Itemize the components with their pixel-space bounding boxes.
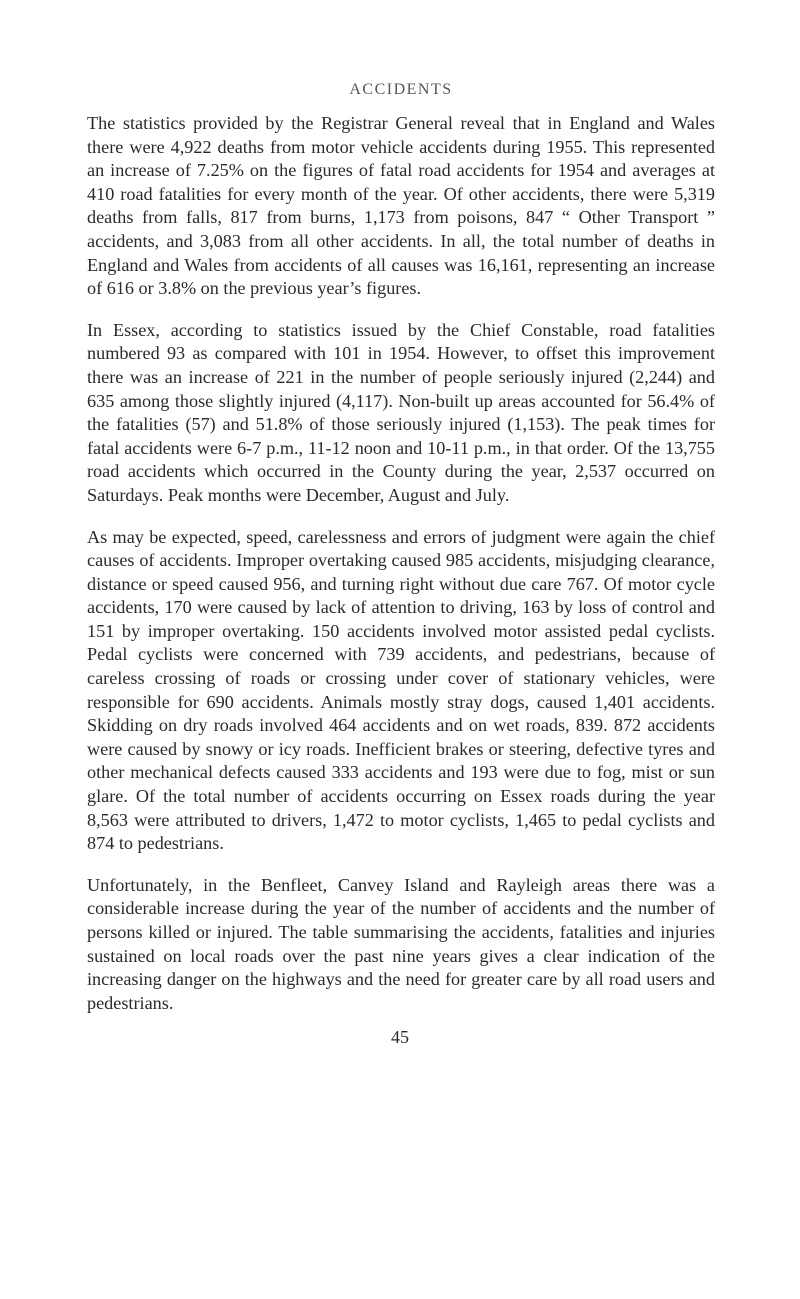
page-heading: ACCIDENTS — [349, 81, 453, 98]
paragraph-accident-causes: As may be expected, speed, carelessness and errors of judgment were again the chief causes of accidents. Improper overtaking caused 985 accidents, misjudging clearance, distance or speed caused 956, and turning right without due care 767. Of motor cycle accidents, 170 were caused by lack of attention to driving, 163 by loss of control and 151 by improper overtaking. 150 accidents involved motor assisted pedal cyclists. Pedal cyclists were concerned with 739 accidents, and pedestrians, because of careless crossing of roads or crossing under cover of stationary vehicles, were responsible for 690 accidents. Animals mostly stray dogs, caused 1,401 accidents. Skidding on dry roads involved 464 accidents and on wet roads, 839. 872 accidents were caused by snowy or icy roads. Inefficient brakes or steering, defective tyres and other mechanical defects caused 333 accidents and 193 were due to fog, mist or sun glare. Of the total number of accidents occurring on Essex roads during the year 8,563 were attributed to drivers, 1,472 to motor cyclists, 1,465 to pedal cyclists and 874 to pedestrians. — [87, 526, 715, 854]
document-page — [87, 78, 715, 1033]
paragraph-essex-fatalities: In Essex, according to statistics issued by the Chief Constable, road fatalities numbered 93 as compared with 101 in 1954. However, to offset this improvement there was an increase of 221 in the number of people seriously injured (2,244) and 635 among those slightly injured (4,117). Non-built up areas accounted for 56.4% of the fatalities (57) and 51.8% of those seriously injured (1,153). The peak times for fatal accidents were 6-7 p.m., 11-12 noon and 10-11 p.m., in that order. Of the 13,755 road accidents which occurred in the County during the year, 2,537 occurred on Saturdays. Peak months were December, August and July. — [87, 319, 715, 505]
paragraph-local-areas: Unfortunately, in the Benfleet, Canvey Island and Rayleigh areas there was a considerable increase during the year of the number of accidents and the number of persons killed or injured. The table summarising the accidents, fatalities and injuries sustained on local roads over the past nine years gives a clear indication of the increasing danger on the highways and the need for greater care by all road users and pedestrians. — [87, 874, 715, 1013]
page-number: 45 — [391, 1027, 409, 1047]
paragraph-national-statistics: The statistics provided by the Registrar General reveal that in England and Wales there were 4,922 deaths from motor vehicle accidents during 1955. This represented an increase of 7.25% on the figures of fatal road accidents for 1954 and averages at 410 road fatalities for every month of the year. Of other accidents, there were 5,319 deaths from falls, 817 from burns, 1,173 from poisons, 847 “ Other Transport ” accidents, and 3,083 from all other accidents. In all, the total number of deaths in England and Wales from accidents of all causes was 16,161, representing an increase of 616 or 3.8% on the previous year’s figures. — [87, 113, 715, 299]
